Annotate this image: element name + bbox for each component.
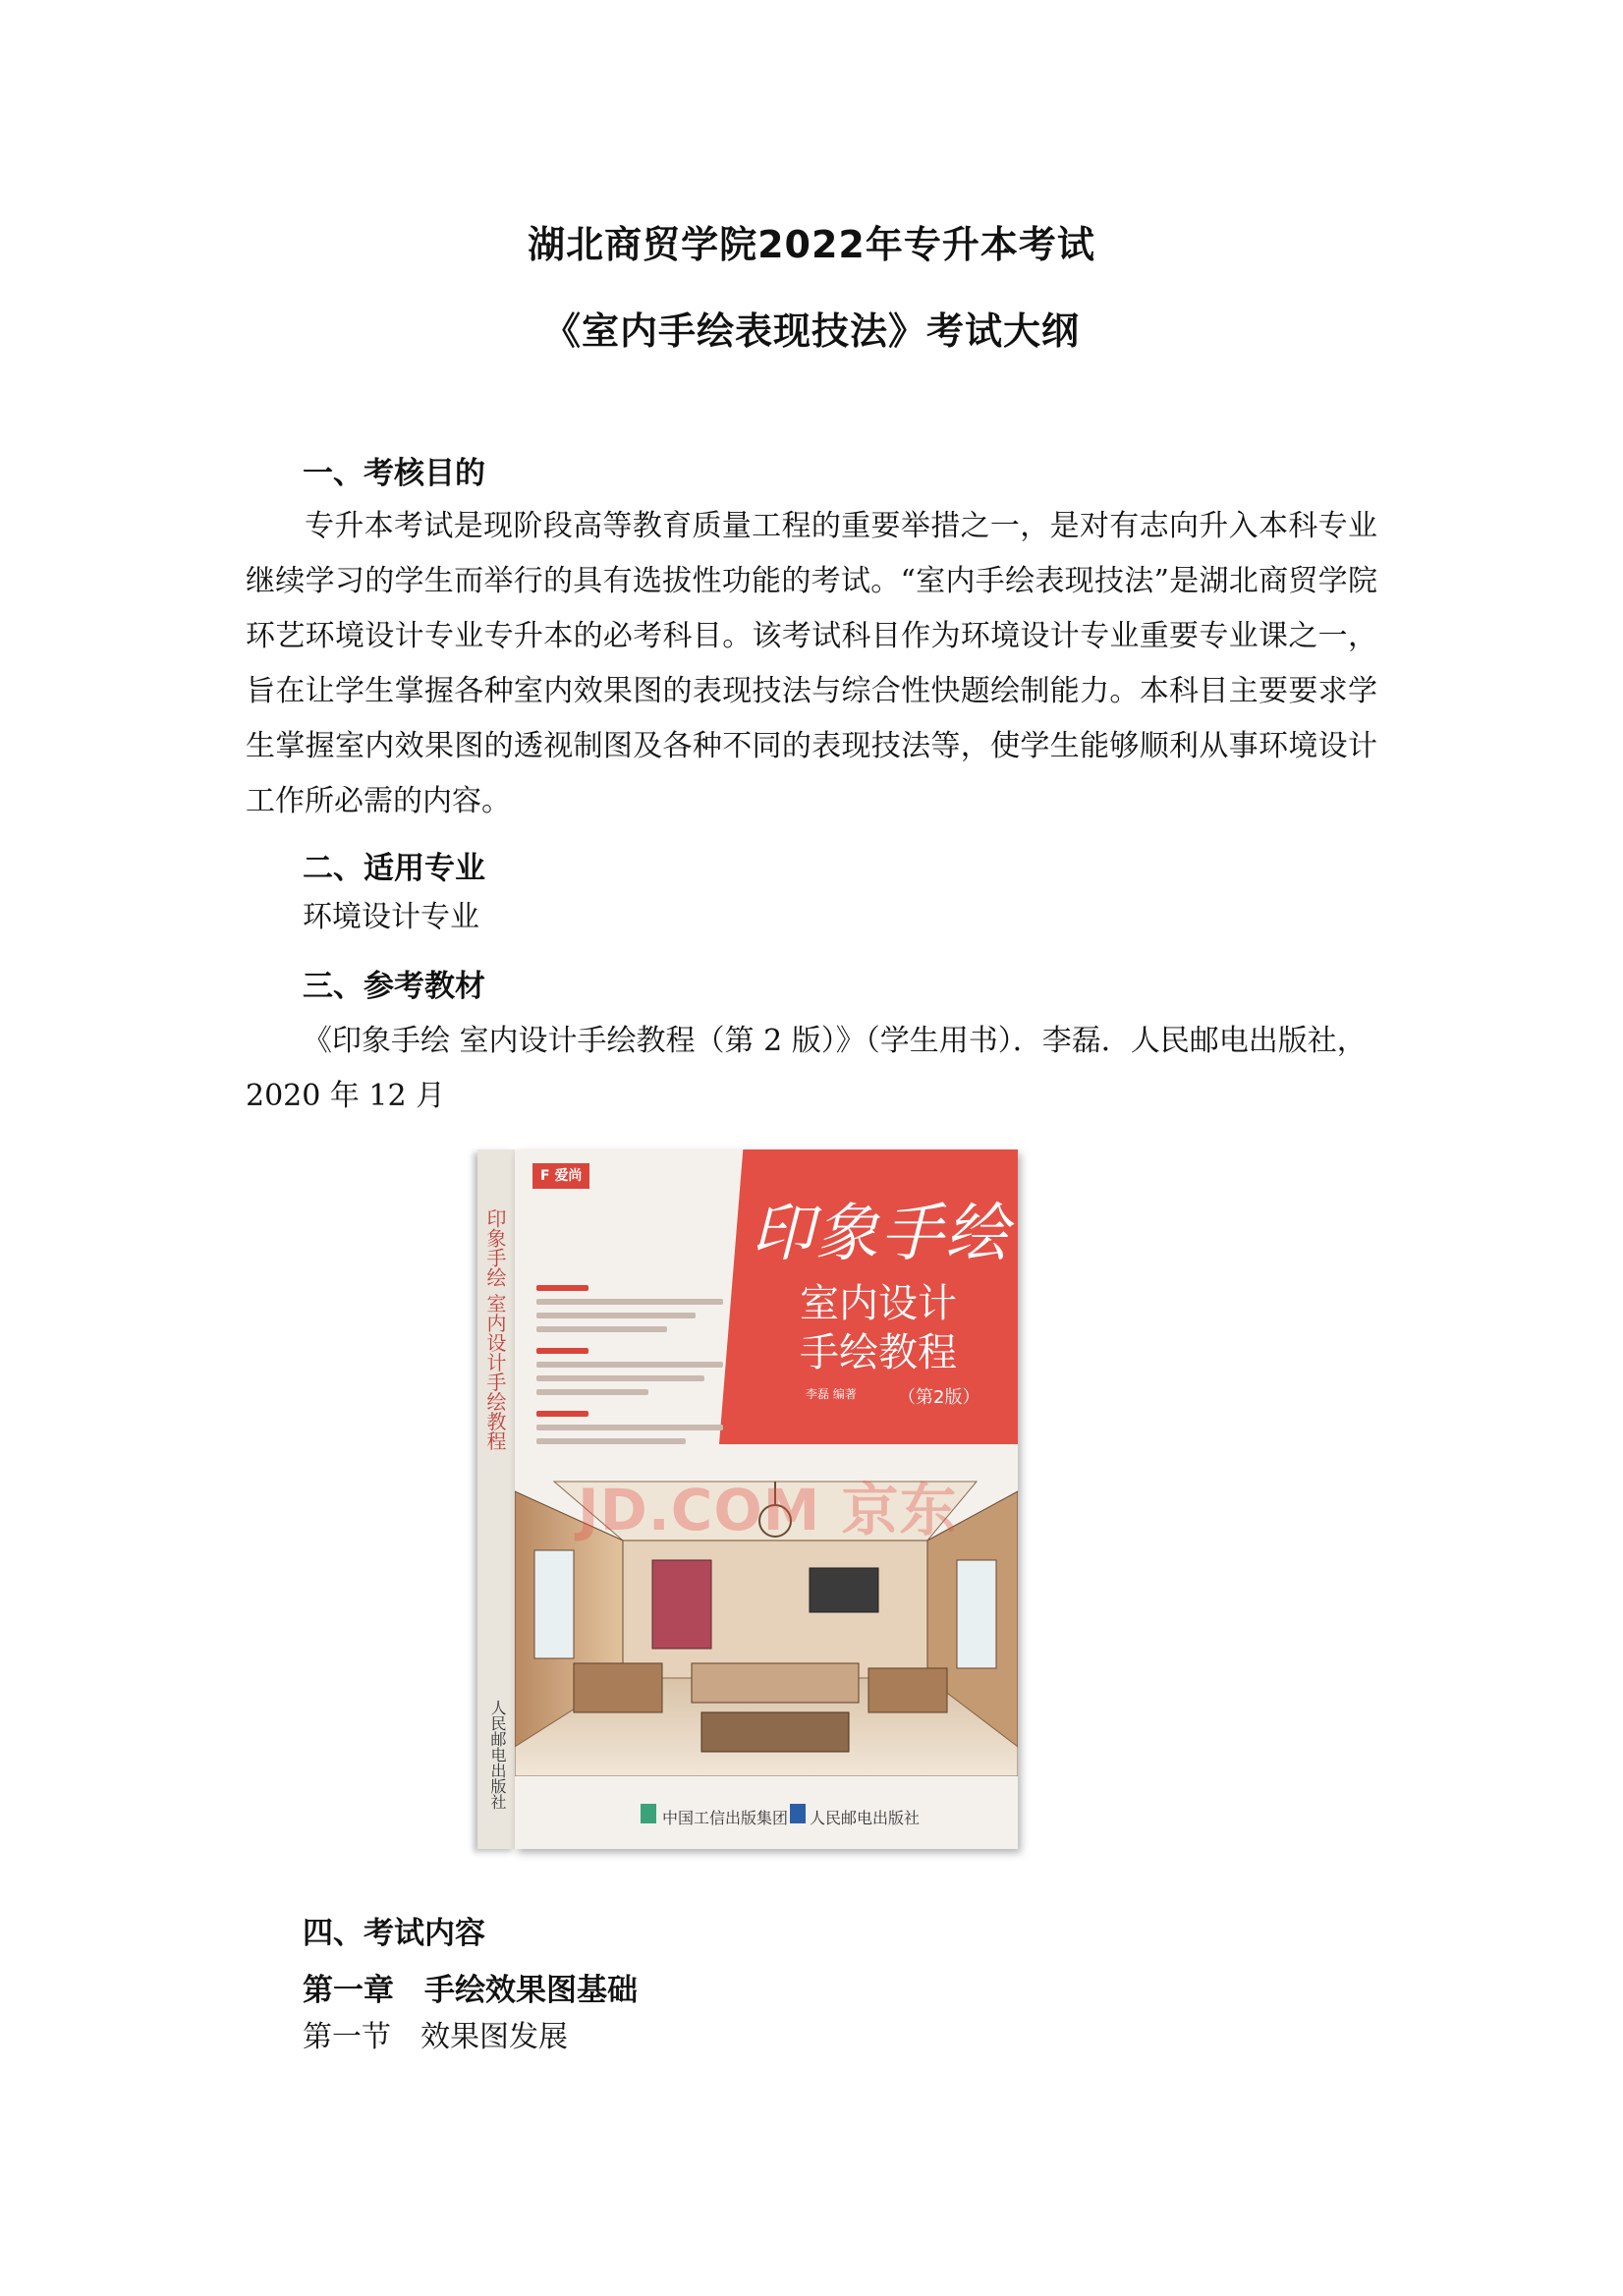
document-title-line-1: 湖北商贸学院2022年专升本考试 bbox=[528, 223, 1095, 266]
purpose-paragraph: 专升本考试是现阶段高等教育质量工程的重要举措之一，是对有志向升入本科专业继续学习的学生而举行的具有选拔性功能的考试。“室内手绘表现技法”是湖北商贸学院环艺环境设计专业专升本的必考科目。该考试科目作为环境设计专业重要专业课之一，旨在让学生掌握各种室内效果图的表现技法与综合性快题绘制能力。本科目主要要求学生掌握室内效果图的透视制图及各种不同的表现技法等，使学生能够顺利从事环境设计工作所必需的内容。 bbox=[246, 509, 1377, 818]
document-title-line-2: 《室内手绘表现技法》考试大纲 bbox=[542, 309, 1080, 353]
cover-edition: （第2版） bbox=[898, 1387, 980, 1408]
spine-title: 印象手绘 室内设计手绘教程 bbox=[483, 1208, 507, 1451]
spine-publisher: 人民邮电出版社 bbox=[488, 1700, 507, 1810]
textbook-reference: 《印象手绘 室内设计手绘教程（第 2 版）》（学生用书）．李磊．人民邮电出版社，2020 年 12 月 bbox=[246, 1024, 1367, 1113]
section-heading-purpose: 一、考核目的 bbox=[303, 456, 485, 491]
publisher-group-name: 中国工信出版集团 bbox=[662, 1809, 789, 1827]
cover-script-title: 印象手绘 bbox=[751, 1198, 1010, 1270]
section-item-1: 第一节 效果图发展 bbox=[303, 2020, 568, 2054]
section-heading-major: 二、适用专业 bbox=[303, 851, 485, 886]
cover-subtitle-line-1: 室内设计 bbox=[800, 1281, 957, 1326]
section-heading-content: 四、考试内容 bbox=[303, 1916, 485, 1951]
cover-subtitle bbox=[800, 1279, 957, 1377]
cover-author: 李磊 编著 bbox=[806, 1387, 857, 1401]
textbook-cover-image bbox=[477, 1149, 1018, 1849]
book-spine bbox=[477, 1149, 516, 1849]
cover-subtitle-line-2: 手绘教程 bbox=[800, 1330, 957, 1375]
major-text: 环境设计专业 bbox=[303, 900, 479, 934]
publisher-group-logo-icon bbox=[641, 1804, 656, 1823]
jd-watermark: JD.COM 京东 bbox=[578, 1477, 958, 1543]
book-front-cover bbox=[515, 1149, 1018, 1849]
chapter-heading-1: 第一章 手绘效果图基础 bbox=[303, 1973, 638, 2008]
cover-brand-logo: F 爱尚 bbox=[532, 1163, 589, 1189]
publisher-name: 人民邮电出版社 bbox=[810, 1809, 921, 1827]
section-heading-textbook: 三、参考教材 bbox=[303, 969, 485, 1004]
publisher-logo-icon bbox=[790, 1804, 806, 1823]
